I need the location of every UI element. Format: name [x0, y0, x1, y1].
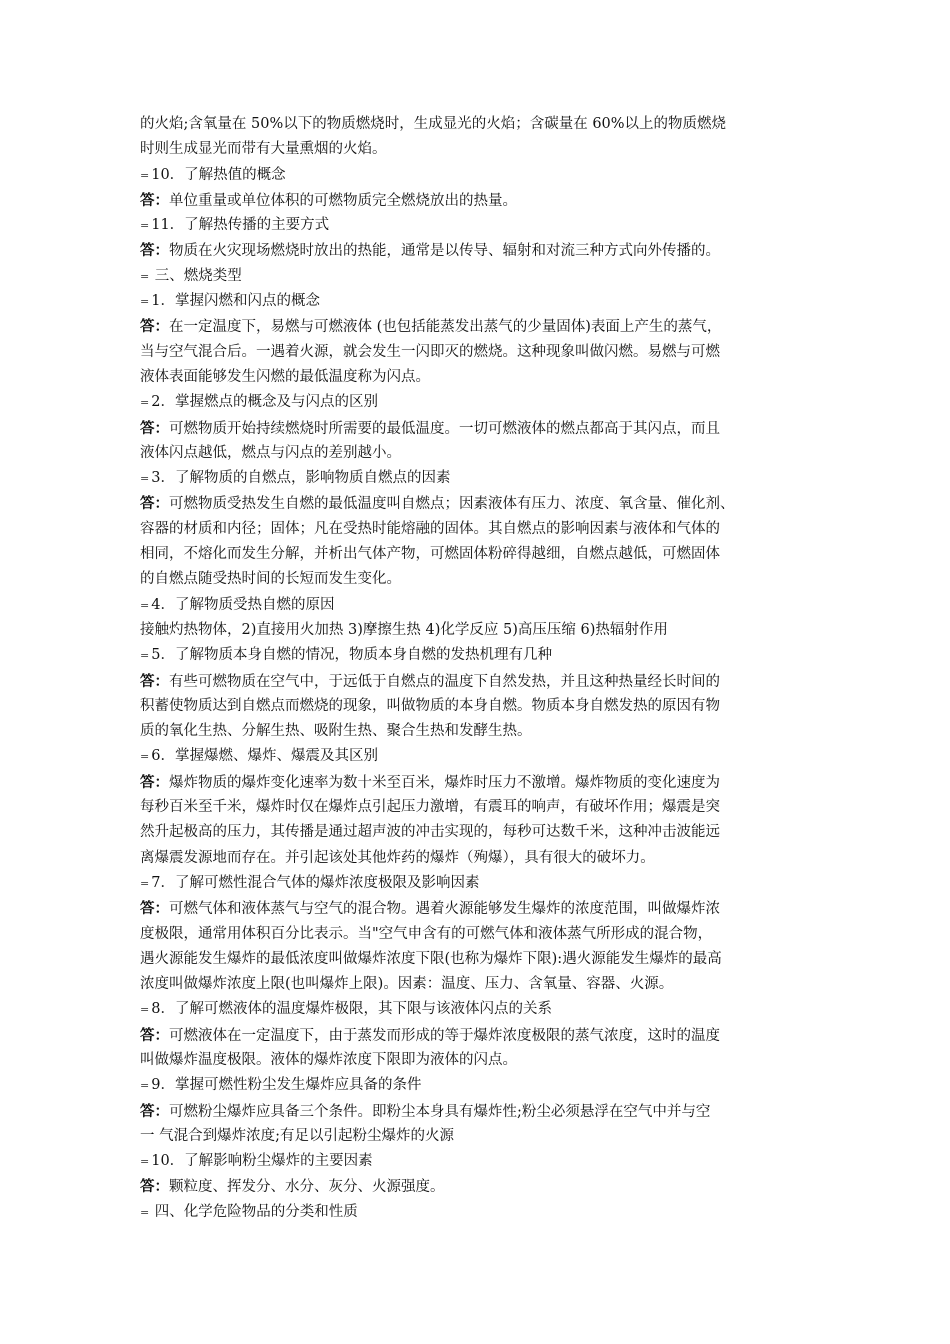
answer-label: 答： — [140, 900, 169, 918]
heading-marker: = — [140, 598, 150, 612]
answer-line — [140, 314, 820, 339]
line-text: 质的氧化生热、分解生热、吸附生热、聚合生热和发酵生热。 — [140, 723, 532, 740]
line-text: 有些可燃物质在空气中，于远低于自燃点的温度下自然发热，并且这种热量经长时间的 — [169, 673, 720, 690]
text-line — [140, 1048, 820, 1073]
line-text: 一 气混合到爆炸浓度;有足以引起粉尘爆炸的火源 — [140, 1127, 454, 1144]
line-text: 10．了解热值的概念 — [151, 166, 286, 183]
answer-label: 答： — [140, 672, 169, 690]
text-line — [140, 947, 820, 972]
document-page — [140, 112, 820, 1225]
line-text: 的自燃点随受热时间的长短而发生变化。 — [140, 571, 401, 588]
answer-line — [140, 491, 820, 516]
answer-label: 答： — [140, 191, 169, 209]
heading-marker: = — [140, 750, 150, 764]
answer-label: 答： — [140, 773, 169, 791]
heading-marker: = — [140, 1155, 150, 1169]
line-text: 浓度叫做爆炸浓度上限(也叫爆炸上限)。因素：温度、压力、含氧量、容器、火源。 — [140, 976, 674, 993]
heading-marker: = — [140, 1205, 153, 1219]
section-heading — [140, 163, 820, 188]
section-heading — [140, 466, 820, 491]
text-line — [140, 972, 820, 997]
text-line — [140, 365, 820, 390]
heading-marker: = — [140, 219, 150, 233]
heading-marker: = — [140, 472, 150, 486]
line-text: 度极限，通常用体积百分比表示。当"空气申含有的可燃气体和液体蒸气所形成的混合物， — [140, 925, 713, 942]
line-text: 当与空气混合后。一遇着火源，就会发生一闪即灭的燃烧。这种现象叫做闪燃。易燃与可燃 — [140, 343, 720, 360]
line-text: 相同，不熔化而发生分解，并析出气体产物，可燃固体粉碎得越细，自燃点越低，可燃固体 — [140, 546, 720, 563]
answer-line — [140, 896, 820, 921]
answer-line — [140, 669, 820, 694]
heading-marker: = — [140, 1003, 150, 1017]
text-line — [140, 340, 820, 365]
heading-marker: = — [140, 876, 150, 890]
section-heading — [140, 390, 820, 415]
answer-label: 答： — [140, 1178, 169, 1196]
line-text: 积蓄使物质达到自燃点而燃烧的现象，叫做物质的本身自燃。物质本身自燃发热的原因有物 — [140, 697, 720, 714]
line-text: 的火焰;含氧量在 50%以下的物质燃烧时，生成显光的火焰；含碳量在 60%以上的物质燃烧 — [140, 116, 727, 132]
line-text: 2．掌握燃点的概念及与闪点的区别 — [151, 394, 378, 411]
text-line — [140, 1124, 820, 1149]
text-line — [140, 441, 820, 466]
line-text: 10．了解影响粉尘爆炸的主要因素 — [151, 1153, 373, 1170]
answer-line — [140, 1099, 820, 1124]
section-heading — [140, 213, 820, 238]
line-text: 在一定温度下，易燃与可燃液体 (也包括能蒸发出蒸气的少量固体)表面上产生的蒸气， — [169, 319, 722, 336]
text-line — [140, 517, 820, 542]
heading-marker: = — [140, 269, 153, 283]
answer-label: 答： — [140, 318, 169, 336]
line-text: 液体闪点越低，燃点与闪点的差别越小。 — [140, 444, 401, 461]
text-line — [140, 846, 820, 871]
line-text: 液体表面能够发生闪燃的最低温度称为闪点。 — [140, 368, 430, 385]
section-heading — [140, 871, 820, 896]
line-text: 然升起极高的压力，其传播是通过超声波的冲击实现的，每秒可达数千米，这种冲击波能远 — [140, 824, 720, 841]
line-text: 11．了解热传播的主要方式 — [151, 217, 330, 234]
answer-label: 答： — [140, 419, 169, 437]
line-text: 单位重量或单位体积的可燃物质完全燃烧放出的热量。 — [169, 192, 517, 209]
line-text: 可燃气体和液体蒸气与空气的混合物。遇着火源能够发生爆炸的浓度范围，叫做爆炸浓 — [169, 901, 720, 918]
line-text: 遇火源能发生爆炸的最低浓度叫做爆炸浓度下限(也称为爆炸下限):遇火源能发生爆炸的最高 — [140, 950, 722, 967]
text-line — [140, 719, 820, 744]
line-text: 时则生成显光而带有大量熏烟的火焰。 — [140, 141, 387, 158]
heading-marker: = — [140, 1079, 150, 1093]
answer-line — [140, 238, 820, 263]
line-text: 8．了解可燃液体的温度爆炸极限，其下限与该液体闪点的关系 — [151, 1001, 552, 1018]
text-line — [140, 618, 820, 643]
section-heading — [140, 997, 820, 1022]
answer-label: 答： — [140, 1102, 169, 1120]
answer-label: 答： — [140, 495, 169, 513]
text-line — [140, 922, 820, 947]
heading-marker: = — [140, 295, 150, 309]
line-text: 6．掌握爆燃、爆炸、爆震及其区别 — [151, 748, 378, 765]
answer-line — [140, 188, 820, 213]
section-heading — [140, 593, 820, 618]
line-text: 每秒百米至千米，爆炸时仅在爆炸点引起压力激增，有震耳的响声，有破坏作用；爆震是突 — [140, 799, 720, 816]
line-text: 可燃粉尘爆炸应具备三个条件。即粉尘本身具有爆炸性;粉尘必须悬浮在空气中并与空 — [169, 1103, 711, 1120]
answer-line — [140, 770, 820, 795]
line-text: 爆炸物质的爆炸变化速率为数十米至百米，爆炸时压力不激增。爆炸物质的变化速度为 — [169, 774, 720, 791]
line-text: 四、化学危险物品的分类和性质 — [154, 1203, 358, 1220]
line-text: 9．掌握可燃性粉尘发生爆炸应具备的条件 — [151, 1077, 422, 1094]
section-heading — [140, 744, 820, 769]
answer-line — [140, 1174, 820, 1199]
text-line — [140, 137, 820, 162]
text-line — [140, 795, 820, 820]
answer-label: 答： — [140, 1026, 169, 1044]
line-text: 可燃物质受热发生自燃的最低温度叫自燃点；因素液体有压力、浓度、氧含量、催化剂、 — [169, 496, 735, 513]
line-text: 5．了解物质本身自燃的情况，物质本身自燃的发热机理有几种 — [151, 647, 552, 664]
text-line — [140, 694, 820, 719]
line-text: 三、燃烧类型 — [154, 267, 242, 284]
line-text: 可燃物质开始持续燃烧时所需要的最低温度。一切可燃液体的燃点都高于其闪点，而且 — [169, 420, 720, 437]
section-heading — [140, 1073, 820, 1098]
heading-marker: = — [140, 168, 150, 182]
section-heading — [140, 1149, 820, 1174]
text-line — [140, 820, 820, 845]
section-heading — [140, 1200, 820, 1225]
line-text: 3．了解物质的自燃点，影响物质自燃点的因素 — [151, 470, 451, 487]
line-text: 容器的材质和内径；固体；凡在受热时能熔融的固体。其自燃点的影响因素与液体和气体的 — [140, 520, 720, 537]
line-text: 接触灼热物体，2)直接用火加热 3)摩擦生热 4)化学反应 5)高压压缩 6)热辐射作用 — [140, 621, 668, 638]
line-text: 7．了解可燃性混合气体的爆炸浓度极限及影响因素 — [151, 874, 480, 891]
section-heading — [140, 289, 820, 314]
line-text: 可燃液体在一定温度下，由于蒸发而形成的等于爆炸浓度极限的蒸气浓度，这时的温度 — [169, 1027, 720, 1044]
answer-line — [140, 1023, 820, 1048]
line-text: 离爆震发源地而存在。并引起该处其他炸药的爆炸（殉爆），具有很大的破坏力。 — [140, 849, 655, 866]
line-text: 4．了解物质受热自燃的原因 — [151, 596, 335, 613]
text-line — [140, 542, 820, 567]
section-heading — [140, 643, 820, 668]
text-line — [140, 567, 820, 592]
line-text: 颗粒度、挥发分、水分、灰分、火源强度。 — [169, 1179, 445, 1196]
answer-line — [140, 416, 820, 441]
section-heading — [140, 264, 820, 289]
text-line — [140, 112, 820, 137]
heading-marker: = — [140, 396, 150, 410]
line-text: 物质在火灾现场燃烧时放出的热能，通常是以传导、辐射和对流三种方式向外传播的。 — [169, 243, 720, 260]
heading-marker: = — [140, 649, 150, 663]
answer-label: 答： — [140, 242, 169, 260]
line-text: 1．掌握闪燃和闪点的概念 — [151, 293, 320, 310]
line-text: 叫做爆炸温度极限。液体的爆炸浓度下限即为液体的闪点。 — [140, 1051, 517, 1068]
